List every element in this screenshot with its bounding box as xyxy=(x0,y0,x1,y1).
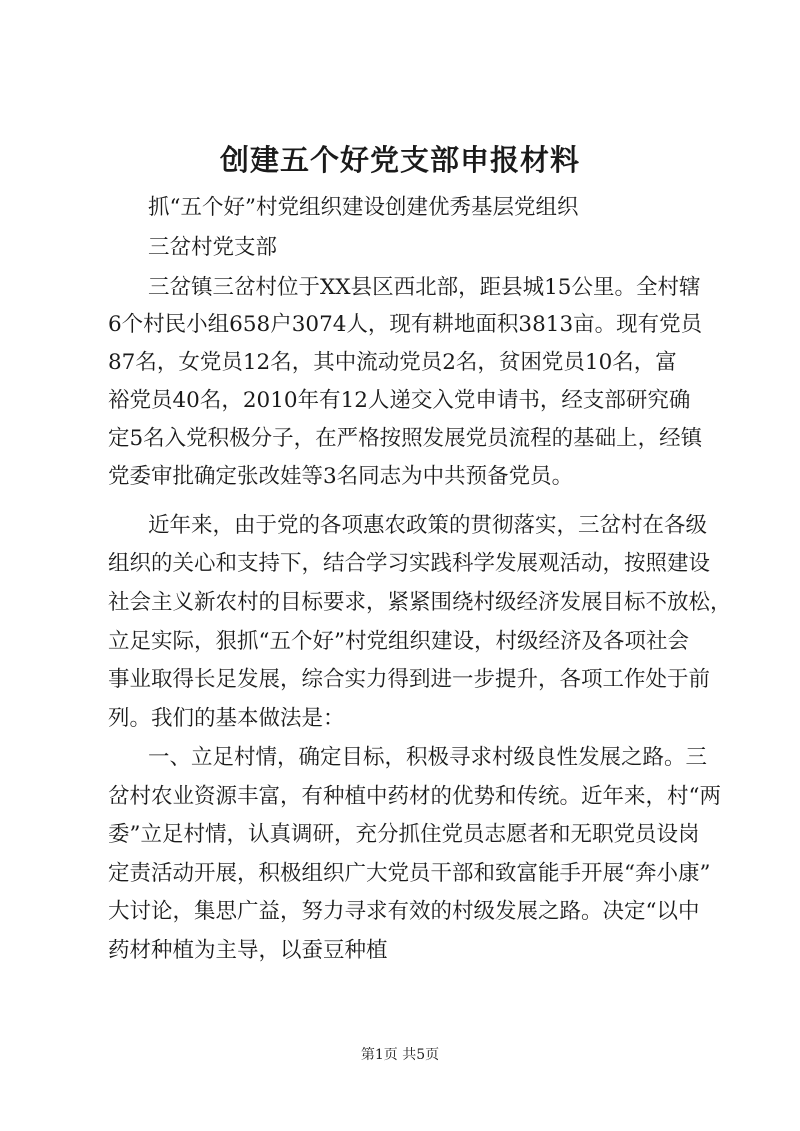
subtitle: 抓“五个好”村党组织建设创建优秀基层党组织 xyxy=(148,195,579,220)
paragraph-line: 大讨论，集思广益，努力寻求有效的村级发展之路。决定“以中 xyxy=(108,899,700,924)
paragraph-line: 近年来，由于党的各项惠农政策的贯彻落实，三岔村在各级 xyxy=(148,513,708,538)
paragraph-line: 社会主义新农村的目标要求，紧紧围绕村级经济发展目标不放松， xyxy=(108,590,732,615)
document-title: 创建五个好党支部申报材料 xyxy=(219,143,580,177)
paragraph-line: 药材种植为主导，以蚕豆种植 xyxy=(108,938,388,963)
paragraph-line: 定5名入党积极分子，在严格按照发展党员流程的基础上，经镇 xyxy=(108,426,703,451)
paragraph-line: 裕党员40名，2010年有12人递交入党申请书，经支部研究确 xyxy=(108,388,691,413)
paragraph-line: 委”立足村情，认真调研，充分抓住党员志愿者和无职党员设岗 xyxy=(108,822,700,847)
paragraph-line: 一、立足村情，确定目标，积极寻求村级良性发展之路。三 xyxy=(148,745,708,770)
paragraph-line: 87名，女党员12名，其中流动党员2名，贫困党员10名，富 xyxy=(108,350,677,375)
paragraph-line: 岔村农业资源丰富，有种植中药材的优势和传统。近年来，村“两 xyxy=(108,784,721,809)
paragraph-line: 列。我们的基本做法是： xyxy=(108,706,345,731)
paragraph-line: 党委审批确定张改娃等3名同志为中共预备党员。 xyxy=(108,464,574,489)
author-line: 三岔村党支部 xyxy=(148,235,278,260)
paragraph-line: 定责活动开展，积极组织广大党员干部和致富能手开展“奔小康” xyxy=(108,861,711,886)
paragraph-line: 立足实际，狠抓“五个好”村党组织建设，村级经济及各项社会 xyxy=(108,629,689,654)
paragraph-line: 三岔镇三岔村位于XX县区西北部，距县城15公里。全村辖 xyxy=(148,275,701,300)
paragraph-line: 6个村民小组658户3074人，现有耕地面积3813亩。现有党员 xyxy=(108,312,703,337)
paragraph-line: 事业取得长足发展，综合实力得到进一步提升，各项工作处于前 xyxy=(108,667,711,692)
paragraph-line: 组织的关心和支持下，结合学习实践科学发展观活动，按照建设 xyxy=(108,551,711,576)
page-number-footer: 第1页 共5页 xyxy=(360,1047,440,1063)
